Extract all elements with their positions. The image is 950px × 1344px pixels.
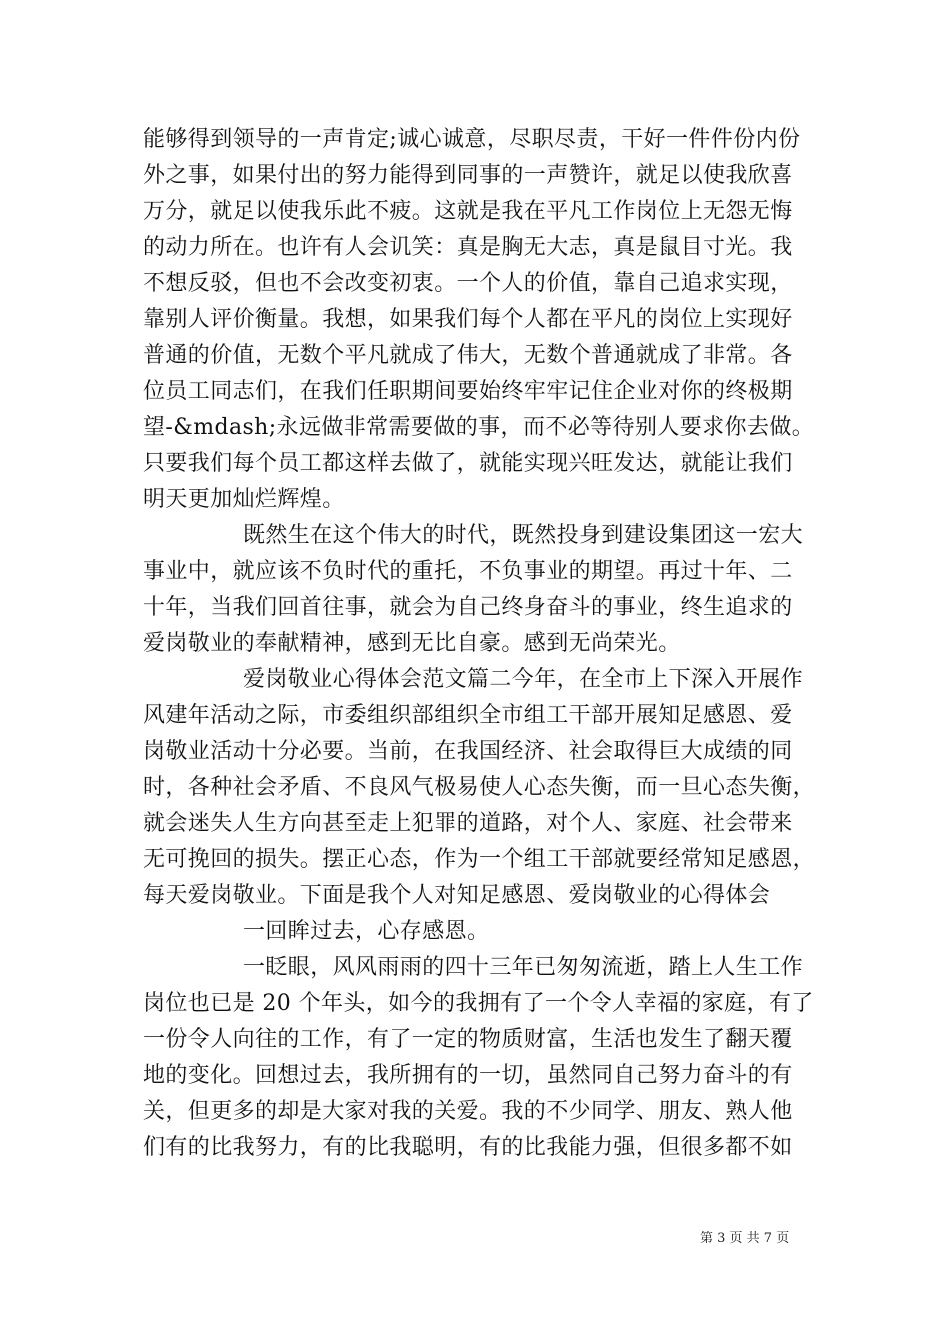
text-line: 一份令人向往的工作，有了一定的物质财富，生活也发生了翻天覆 (143, 1027, 793, 1052)
text-line: 明天更加灿烂辉煌。 (143, 487, 345, 512)
paragraph-first-line: 一眨眼，风风雨雨的四十三年已匆匆流逝，踏上人生工作 (243, 955, 804, 980)
text-line: 望-&mdash;永远做非常需要做的事，而不必等待别人要求你去做。 (143, 415, 815, 440)
text-line: 位员工同志们，在我们任职期间要始终牢牢记住企业对你的终极期 (143, 379, 793, 404)
text-line: 普通的价值，无数个平凡就成了伟大，无数个普通就成了非常。各 (143, 343, 793, 368)
paragraph-first-line: 一回眸过去，心存感恩。 (243, 919, 490, 944)
text-line: 万分，就足以使我乐此不疲。这就是我在平凡工作岗位上无怨无悔 (143, 199, 793, 224)
text-line: 外之事，如果付出的努力能得到同事的一声赞许，就足以使我欣喜 (143, 163, 793, 188)
text-line: 每天爱岗敬业。下面是我个人对知足感恩、爱岗敬业的心得体会 (143, 883, 771, 908)
text-line: 不想反驳，但也不会改变初衷。一个人的价值，靠自己追求实现， (143, 271, 793, 296)
text-line: 风建年活动之际，市委组织部组织全市组工干部开展知足感恩、爱 (143, 703, 793, 728)
text-line: 爱岗敬业的奉献精神，感到无比自豪。感到无尚荣光。 (143, 631, 681, 656)
text-line: 关，但更多的却是大家对我的关爱。我的不少同学、朋友、熟人他 (143, 1099, 793, 1124)
page-number: 第 3 页 共 7 页 (700, 1231, 790, 1246)
text-line: 就会迷失人生方向甚至走上犯罪的道路，对个人、家庭、社会带来 (143, 811, 793, 836)
text-line: 岗位也已是 20 个年头，如今的我拥有了一个令人幸福的家庭，有了 (143, 991, 814, 1016)
text-line: 的动力所在。也许有人会讥笑：真是胸无大志，真是鼠目寸光。我 (143, 235, 793, 260)
text-line: 无可挽回的损失。摆正心态，作为一个组工干部就要经常知足感恩， (143, 847, 816, 872)
text-line: 靠别人评价衡量。我想，如果我们每个人都在平凡的岗位上实现好 (143, 307, 793, 332)
text-line: 时，各种社会矛盾、不良风气极易使人心态失衡，而一旦心态失衡， (143, 775, 816, 800)
paragraph-first-line: 既然生在这个伟大的时代，既然投身到建设集团这一宏大 (243, 523, 804, 548)
text-line: 只要我们每个员工都这样去做了，就能实现兴旺发达，就能让我们 (143, 451, 793, 476)
text-line: 十年，当我们回首往事，就会为自己终身奋斗的事业，终生追求的 (143, 595, 793, 620)
text-line: 岗敬业活动十分必要。当前，在我国经济、社会取得巨大成绩的同 (143, 739, 793, 764)
text-line: 们有的比我努力，有的比我聪明，有的比我能力强，但很多都不如 (143, 1135, 793, 1160)
text-line: 能够得到领导的一声肯定;诚心诚意，尽职尽责，干好一件件份内份 (143, 127, 801, 152)
paragraph-first-line: 爱岗敬业心得体会范文篇二今年，在全市上下深入开展作 (243, 667, 804, 692)
text-line: 地的变化。回想过去，我所拥有的一切，虽然同自己努力奋斗的有 (143, 1063, 793, 1088)
text-line: 事业中，就应该不负时代的重托，不负事业的期望。再过十年、二 (143, 559, 793, 584)
